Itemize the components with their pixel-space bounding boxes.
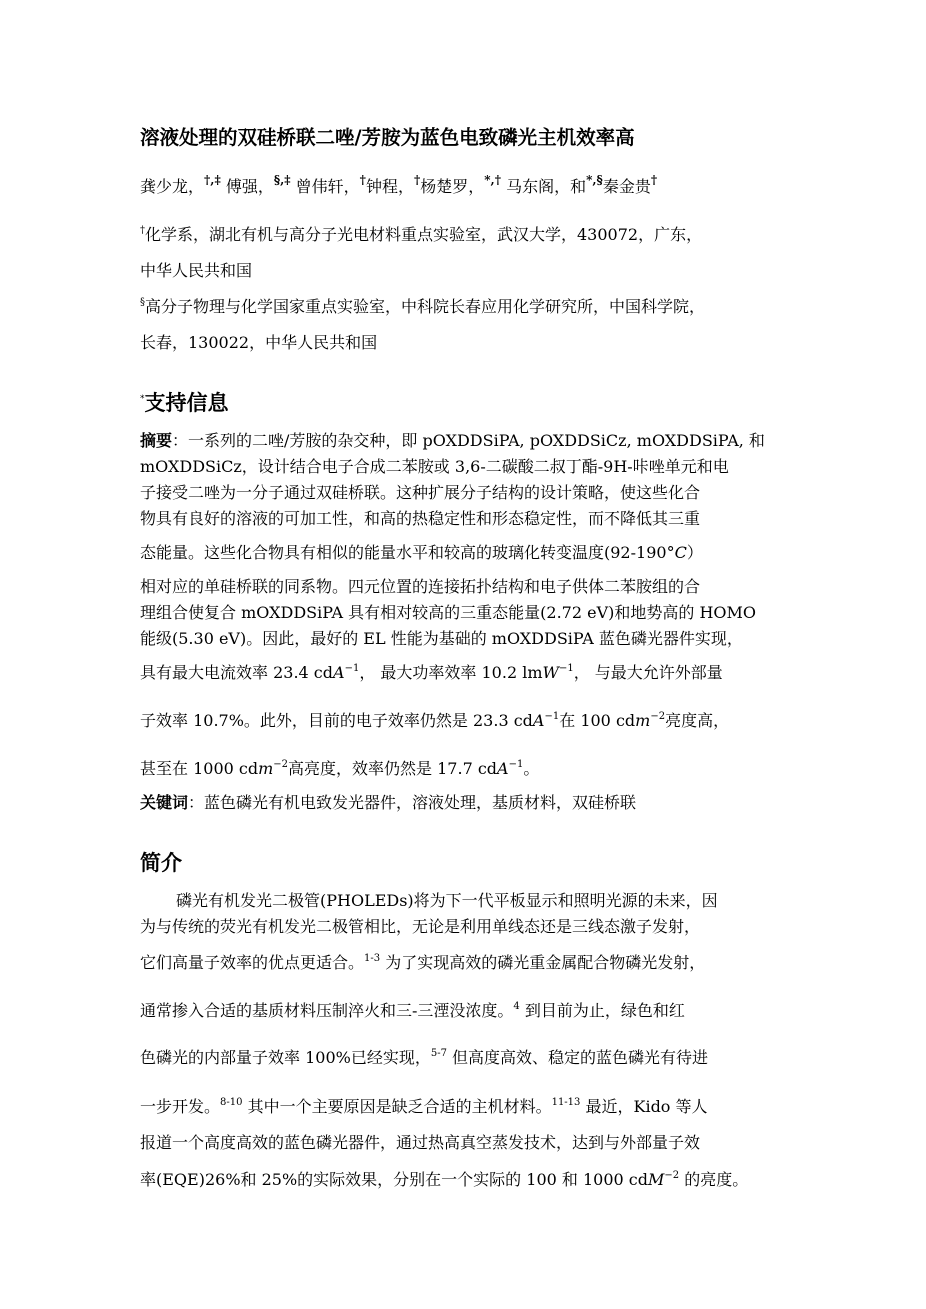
author-affiliation-mark: † xyxy=(359,173,366,187)
unit-exponent: −1 xyxy=(344,663,360,674)
intro-line: 为与传统的荧光有机发光二极管相比，无论是利用单线态还是三线态激子发射， xyxy=(140,917,701,936)
abstract-text: 亮度高， xyxy=(665,711,730,730)
intro-text: 但高度高效、稳定的蓝色磷光有待进 xyxy=(446,1048,709,1067)
abstract-line xyxy=(140,758,539,780)
abstract-line: 相对应的单硅桥联的同系物。四元位置的连接拓扑结构和电子供体二苯胺组的合 xyxy=(140,577,701,596)
author-list xyxy=(140,173,658,198)
affiliation-text: 高分子物理与化学国家重点实验室，中科院长春应用化学研究所，中国科学院， xyxy=(145,297,706,316)
citation: 5-7 xyxy=(430,1048,447,1059)
affiliation-1-line-1 xyxy=(140,224,702,246)
affiliation-mark: § xyxy=(140,297,145,308)
unit-symbol: m xyxy=(635,711,651,730)
abstract-line xyxy=(140,662,723,684)
unit-symbol: M xyxy=(647,1170,665,1189)
unit-symbol: A xyxy=(532,711,545,730)
intro-text: 一步开发。 xyxy=(140,1097,221,1116)
affiliation-2-line-1 xyxy=(140,296,705,318)
affiliation-1-line-2: 中华人民共和国 xyxy=(140,261,253,280)
author-name: 龚少龙， xyxy=(140,177,205,196)
unit-exponent: −2 xyxy=(650,711,666,722)
abstract-line: 物具有良好的溶液的可加工性，和高的热稳定性和形态稳定性，而不降低其三重 xyxy=(140,509,701,528)
abstract-text: ， 最大功率效率 10.2 lm xyxy=(359,663,543,682)
citation: 11-13 xyxy=(551,1097,581,1108)
unit-exponent: −1 xyxy=(544,711,560,722)
abstract-text: 子效率 10.7%。此外，目前的电子效率仍然是 23.3 cd xyxy=(140,711,533,730)
support-info-label: 支持信息 xyxy=(144,391,229,415)
intro-text: 最近，Kido 等人 xyxy=(580,1097,708,1116)
intro-text: 到目前为止，绿色和红 xyxy=(519,1001,685,1020)
citation: 4 xyxy=(513,1001,520,1012)
paper-title: 溶液处理的双硅桥联二唑/芳胺为蓝色电致磷光主机效率高 xyxy=(140,126,635,149)
citation: 1-3 xyxy=(364,953,381,964)
unit-symbol: A xyxy=(497,759,509,778)
author-name: 钟程， xyxy=(365,177,414,196)
support-info-heading xyxy=(140,392,229,414)
citation: 8-10 xyxy=(220,1097,243,1108)
abstract-line: mOXDDSiCz，设计结合电子合成二苯胺或 3,6-二碳酸二叔丁酯-9H-咔唑单元和电 xyxy=(140,457,729,476)
keywords-line xyxy=(140,792,636,814)
abstract-text: 高亮度，效率仍然是 17.7 cd xyxy=(288,759,498,778)
abstract-line xyxy=(140,542,703,564)
abstract-text: ：一系列的二唑/芳胺的杂交种，即 pOXDDSiPA, pOXDDSiCz, mOXDDSiPA, 和 xyxy=(172,431,765,450)
author-affiliation-mark: †,‡ xyxy=(204,173,221,187)
author-name: 秦金贵 xyxy=(602,177,651,196)
unit-exponent: −2 xyxy=(273,759,289,770)
intro-line xyxy=(140,1169,748,1191)
author-affiliation-mark: §,‡ xyxy=(273,173,291,187)
affiliation-2-line-2: 长春，130022，中华人民共和国 xyxy=(140,333,378,352)
intro-text: 它们高量子效率的优点更适合。 xyxy=(140,953,365,972)
abstract-line: 能级(5.30 eV)。因此，最好的 EL 性能为基础的 mOXDDSiPA 蓝色磷光器件实现， xyxy=(140,629,743,648)
intro-line: 磷光有机发光二极管(PHOLEDs)将为下一代平板显示和照明光源的未来，因 xyxy=(176,891,718,910)
author-affiliation-mark: *,† xyxy=(484,173,501,187)
abstract-label: 摘要 xyxy=(140,431,173,450)
intro-text: 的亮度。 xyxy=(679,1170,749,1189)
abstract-text: ） xyxy=(686,543,703,562)
unit-exponent: −1 xyxy=(508,759,524,770)
intro-text: 通常掺入合适的基质材料压制淬火和三-三湮没浓度。 xyxy=(140,1001,514,1020)
keywords-label: 关键词 xyxy=(140,793,189,812)
affiliation-text: 化学系，湖北有机与高分子光电材料重点实验室，武汉大学，430072，广东， xyxy=(145,225,703,244)
abstract-line: 理组合使复合 mOXDDSiPA 具有相对较高的三重态能量(2.72 eV)和地势高的 HOMO xyxy=(140,603,757,622)
author-affiliation-mark: *,§ xyxy=(586,173,603,187)
intro-heading: 简介 xyxy=(140,851,182,875)
abstract-text: 甚至在 1000 cd xyxy=(140,759,259,778)
unit-symbol: m xyxy=(258,759,274,778)
unit-exponent: −2 xyxy=(664,1170,680,1181)
author-name: 马东阁，和 xyxy=(501,177,587,196)
author-affiliation-mark: † xyxy=(413,173,421,187)
abstract-line xyxy=(140,430,765,452)
intro-text: 为了实现高效的磷光重金属配合物磷光发射， xyxy=(380,953,706,972)
intro-line xyxy=(140,1047,708,1069)
abstract-text: ， 与最大允许外部量 xyxy=(573,663,723,682)
intro-text: 其中一个主要原因是缺乏合适的主机材料。 xyxy=(242,1097,552,1116)
intro-line: 报道一个高度高效的蓝色磷光器件，通过热高真空蒸发技术，达到与外部量子效 xyxy=(140,1133,701,1152)
support-info-mark: * xyxy=(140,394,145,404)
abstract-line: 子接受二唑为一分子通过双硅桥联。这种扩展分子结构的设计策略，使这些化合 xyxy=(140,483,701,502)
unit-symbol: W xyxy=(542,663,559,682)
intro-text: 率(EQE)26%和 25%的实际效果，分别在一个实际的 100 和 1000 cd xyxy=(140,1170,648,1189)
abstract-text: 。 xyxy=(523,759,540,778)
intro-line xyxy=(140,1096,708,1118)
abstract-line xyxy=(140,710,729,732)
author-affiliation-mark: † xyxy=(650,173,658,187)
intro-line xyxy=(140,1000,685,1022)
author-name: 傅强， xyxy=(220,177,274,196)
author-name: 曾伟轩， xyxy=(290,177,360,196)
unit-exponent: −1 xyxy=(558,663,574,674)
keywords-text: ：蓝色磷光有机电致发光器件，溶液处理，基质材料，双硅桥联 xyxy=(188,793,637,812)
author-name: 杨楚罗， xyxy=(420,177,485,196)
abstract-text: 态能量。这些化合物具有相似的能量水平和较高的玻璃化转变温度(92-190 xyxy=(140,543,667,562)
intro-text: 色磷光的内部量子效率 100%已经实现， xyxy=(140,1048,431,1067)
unit-symbol: A xyxy=(333,663,345,682)
temperature-unit: °C xyxy=(666,543,687,562)
intro-line xyxy=(140,952,705,974)
affiliation-mark: † xyxy=(140,225,145,236)
abstract-text: 具有最大电流效率 23.4 cd xyxy=(140,663,334,682)
abstract-text: 在 100 cd xyxy=(559,711,636,730)
